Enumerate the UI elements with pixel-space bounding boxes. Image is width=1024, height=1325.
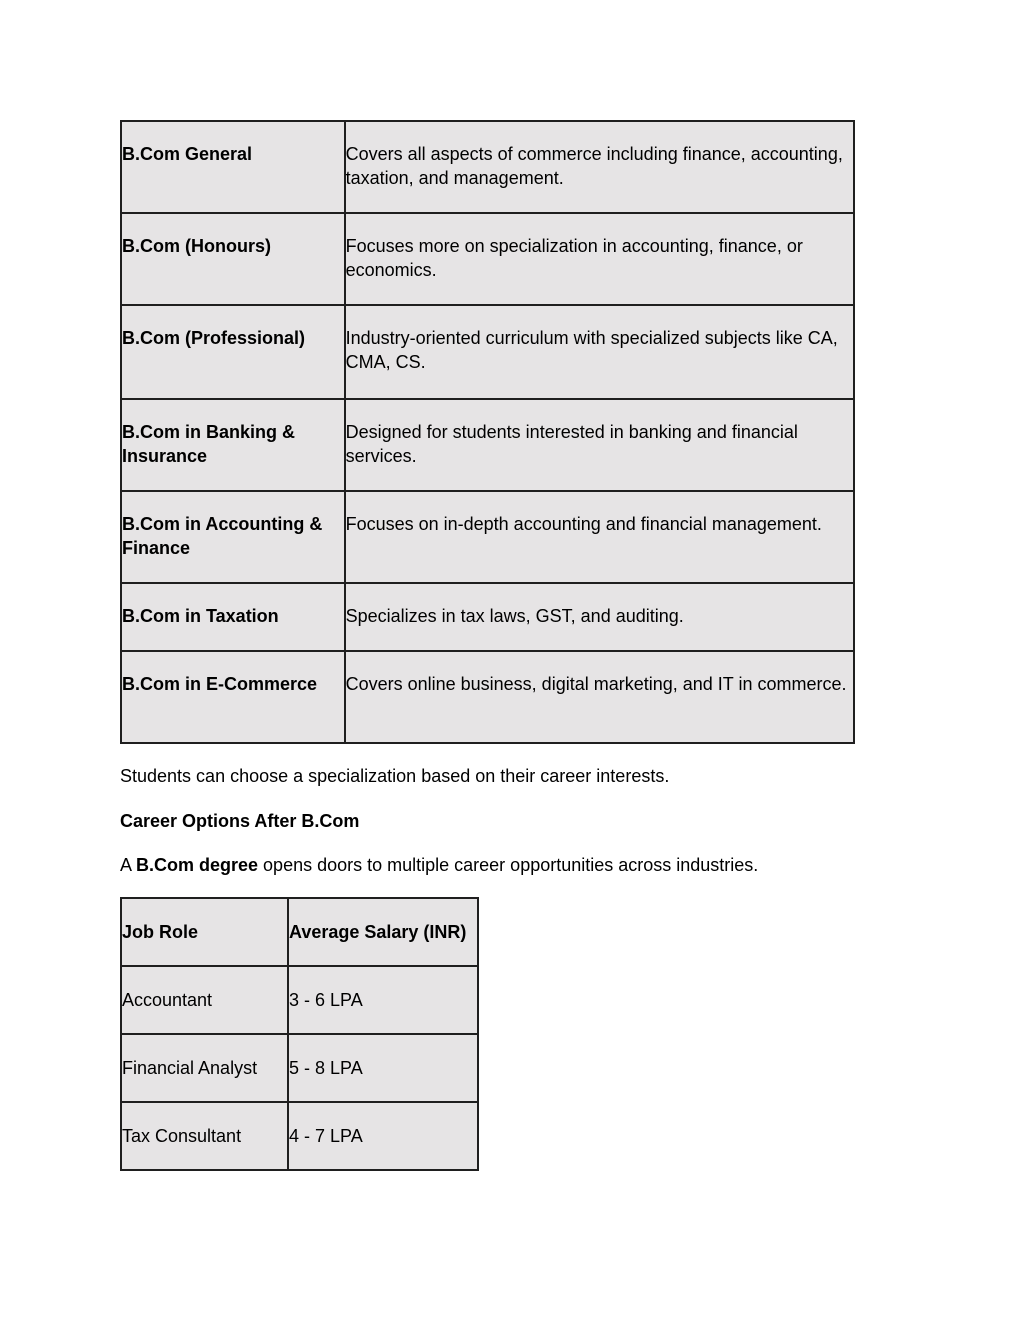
- table-row: [121, 966, 478, 1034]
- salary: 5 - 8 LPA: [289, 1058, 363, 1078]
- table-row: [121, 491, 854, 583]
- salary: 3 - 6 LPA: [289, 990, 363, 1010]
- specialization-description: Specializes in tax laws, GST, and auditing.: [345, 606, 684, 626]
- table-row: [121, 305, 854, 399]
- salary: 4 - 7 LPA: [289, 1126, 363, 1146]
- specialization-name: B.Com in Banking & Insurance: [122, 422, 296, 466]
- column-header-salary: Average Salary (INR): [289, 922, 467, 942]
- table-row: [121, 121, 854, 213]
- table-row: [121, 651, 854, 743]
- specializations-table: [120, 120, 855, 744]
- table-row: [121, 213, 854, 305]
- specialization-description: Focuses on in-depth accounting and financial management.: [345, 514, 822, 534]
- table-row: [121, 583, 854, 651]
- column-header-job-role: Job Role: [122, 922, 199, 942]
- intro-prefix: A: [120, 855, 137, 875]
- intro-suffix: opens doors to multiple career opportunities across industries.: [258, 855, 759, 875]
- specialization-description: Industry-oriented curriculum with specialized subjects like CA, CMA, CS.: [345, 328, 838, 372]
- table-header-row: [121, 898, 478, 966]
- table-row: [121, 1102, 478, 1170]
- intro-bold: B.Com degree: [136, 855, 259, 875]
- specialization-description: Covers online business, digital marketing, and IT in commerce.: [345, 674, 847, 694]
- job-role: Accountant: [122, 990, 213, 1010]
- job-role: Tax Consultant: [122, 1126, 242, 1146]
- specialization-name: B.Com in E-Commerce: [122, 674, 318, 694]
- career-intro: [120, 853, 758, 877]
- table-row: [121, 399, 854, 491]
- section-heading: Career Options After B.Com: [120, 811, 360, 831]
- specialization-name: B.Com in Taxation: [122, 606, 279, 626]
- specialization-name: B.Com General: [122, 144, 253, 164]
- specialization-name: B.Com (Honours): [122, 236, 271, 256]
- salary-table: [120, 897, 479, 1171]
- specialization-description: Covers all aspects of commerce including finance, accounting, taxation, and management.: [345, 144, 843, 188]
- specialization-name: B.Com in Accounting & Finance: [122, 514, 323, 558]
- job-role: Financial Analyst: [122, 1058, 258, 1078]
- specialization-description: Designed for students interested in banking and financial services.: [345, 422, 798, 466]
- specialization-description: Focuses more on specialization in accounting, finance, or economics.: [345, 236, 803, 280]
- specialization-note: Students can choose a specialization based on their career interests.: [120, 766, 670, 786]
- table-row: [121, 1034, 478, 1102]
- specialization-name: B.Com (Professional): [122, 328, 306, 348]
